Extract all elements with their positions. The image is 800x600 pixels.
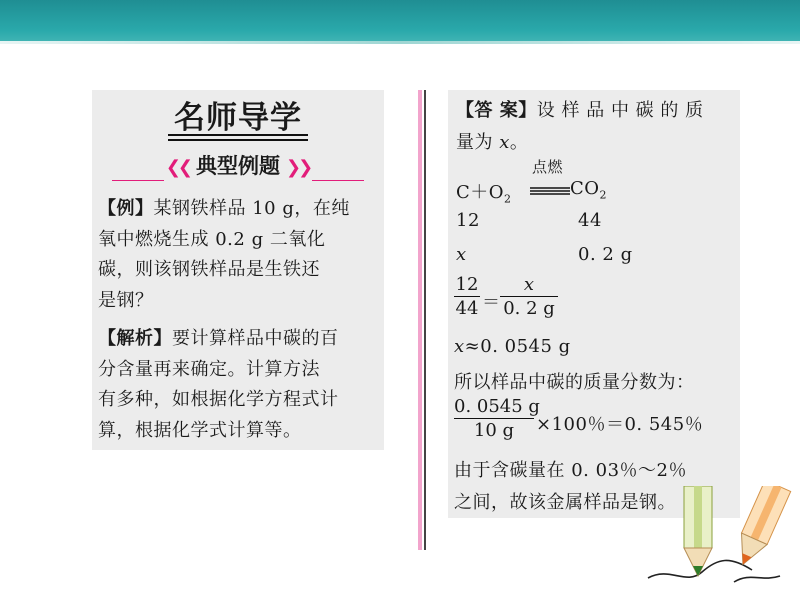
divider-pink [418, 90, 422, 550]
fraction-bar-3 [454, 418, 534, 419]
example-tag: 【例】 [98, 198, 154, 219]
fraction-left-num: 12 [455, 274, 479, 295]
example-line-2: 氧中燃烧生成 0.2 g 二氧化 [98, 228, 326, 250]
analysis-line-2: 分含量再来确定。计算方法 [98, 358, 320, 380]
mass-co2: 44 [578, 210, 602, 231]
answer-line-1 [456, 96, 704, 122]
percent-result: ×100％＝0. 545％ [536, 414, 704, 435]
answer-text-1: 设 样 品 中 碳 的 质 [536, 100, 704, 121]
example-line-1: 某钢铁样品 10 g，在纯 [153, 198, 350, 219]
var-x: x [499, 132, 510, 153]
percent-fraction-num: 0. 0545 g [454, 396, 540, 417]
answer-text-2-end: 。 [509, 132, 529, 153]
mass-c: 12 [456, 210, 480, 231]
example-paragraph [98, 194, 382, 316]
pencils-decoration [640, 486, 800, 600]
proportion-equals: ＝ [482, 292, 501, 313]
title-rule-top [168, 134, 308, 136]
fraction-right [500, 274, 558, 319]
right-card [448, 90, 740, 518]
top-band [0, 0, 800, 44]
subtitle-line-right [312, 180, 364, 181]
analysis-line-1: 要计算样品中碳的百 [172, 328, 339, 349]
product-subscript: 2 [599, 188, 608, 202]
answer-text-2: 量为 [456, 132, 500, 153]
fraction-right-den: 0. 2 g [503, 298, 555, 319]
left-card [92, 90, 384, 450]
example-line-3: 碳，则该钢铁样品是生铁还 [98, 259, 320, 280]
subtitle-text: 典型例题 [196, 154, 280, 178]
given-mass: 0. 2 g [578, 244, 633, 265]
analysis-tag: 【解析】 [98, 328, 172, 349]
page-title: 名师导学 [174, 100, 302, 136]
product-text: CO [570, 178, 600, 199]
equals-arrow-icon [528, 186, 572, 196]
answer-tag: 【答 案】 [456, 100, 537, 121]
green-pencil-icon [684, 486, 712, 576]
answer-line-2 [456, 128, 528, 154]
orange-pencil-icon [730, 486, 791, 570]
unknown-x: x [456, 244, 467, 265]
approx-line [454, 336, 571, 357]
analysis-line-3: 有多种，如根据化学方程式计 [98, 389, 339, 410]
chevron-left-icon: ❮❮ [165, 157, 190, 178]
fraction-bar [454, 296, 480, 297]
conclusion-line-1: 由于含碳量在 0. 03％～2％ [454, 460, 687, 481]
fraction-left [454, 274, 480, 319]
chemical-equation [456, 178, 512, 206]
subtitle-line-left [112, 180, 164, 181]
example-line-4: 是钢？ [98, 289, 154, 311]
scribble-line-2 [734, 576, 780, 582]
fraction-left-den: 44 [455, 298, 479, 319]
reactants: C＋O [456, 182, 505, 203]
percent-fraction [454, 396, 540, 441]
product [570, 178, 607, 202]
chevron-right-icon: ❯❯ [286, 157, 311, 178]
reactant-subscript: 2 [504, 192, 512, 206]
title-rule-bottom [168, 139, 308, 141]
reaction-condition: 点燃 [532, 158, 564, 176]
fraction-label: 所以样品中碳的质量分数为： [454, 372, 695, 393]
approx-value: ≈0. 0545 g [464, 336, 571, 357]
fraction-right-num: x [523, 274, 535, 295]
approx-var: x [454, 336, 465, 357]
fraction-bar-2 [500, 296, 558, 297]
section-subtitle [92, 150, 384, 180]
percent-fraction-den: 10 g [473, 420, 515, 441]
analysis-line-4: 算，根据化学式计算等。 [98, 419, 302, 441]
conclusion-line-2: 之间，故该金属样品是钢。 [454, 492, 676, 513]
divider-black [424, 90, 426, 550]
analysis-paragraph [98, 324, 382, 446]
